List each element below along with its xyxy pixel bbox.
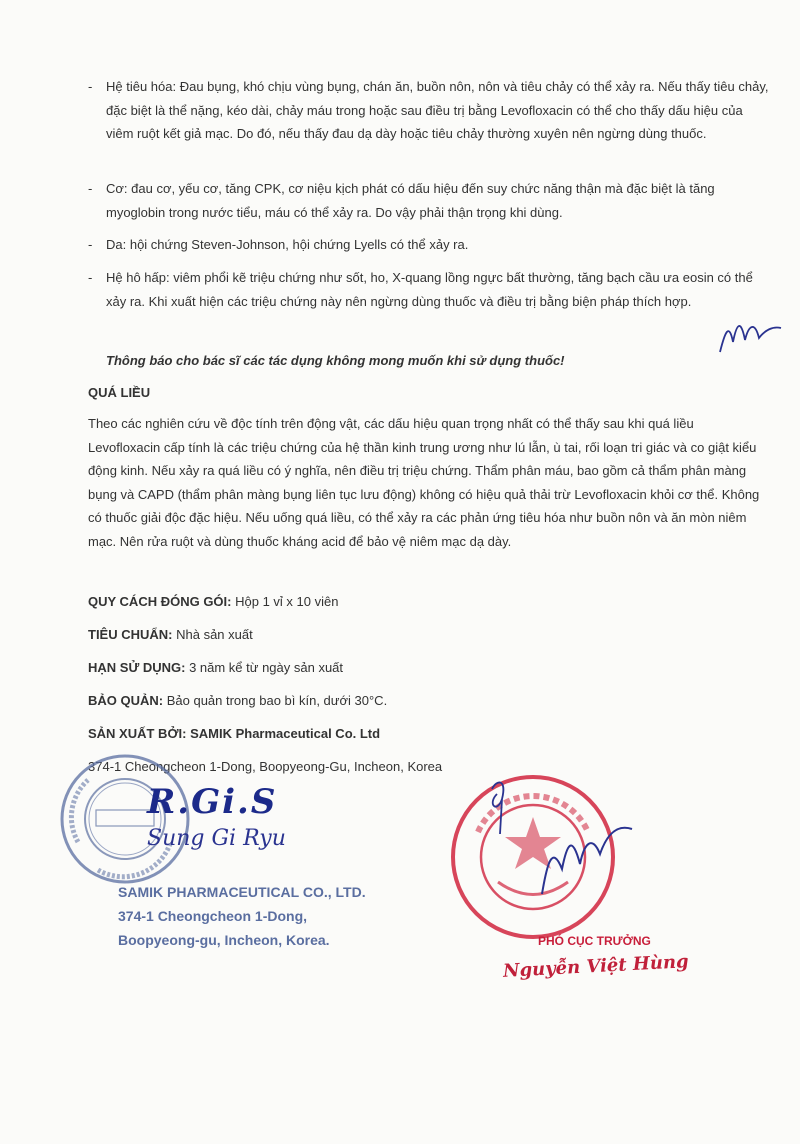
official-title: PHÓ CỤC TRƯỞNG bbox=[538, 934, 651, 948]
spec-value: Nhà sản xuất bbox=[172, 627, 253, 642]
bullet-text: Da: hội chứng Steven-Johnson, hội chứng Lyells có thể xảy ra. bbox=[106, 237, 469, 252]
spec-label: BẢO QUẢN: bbox=[88, 693, 164, 708]
signature-initials: R.Gi.S bbox=[147, 782, 278, 822]
bullet-text: Hệ hô hấp: viêm phổi kẽ triệu chứng như sốt, ho, X-quang lồng ngực bất thường, tăng bạch cầu ưa eosin có thể xảy ra. Khi xuất hiện các triệu chứng này nên ngừng dùng thuốc và điều trị bằng biện pháp thích hợp. bbox=[106, 270, 753, 309]
spec-manufacturer bbox=[88, 722, 380, 746]
signature-name: Sung Gi Ryu bbox=[147, 826, 286, 851]
company-address-stamp bbox=[118, 880, 366, 952]
spec-storage bbox=[88, 689, 387, 713]
spec-packaging bbox=[88, 590, 338, 614]
warning-notice: Thông báo cho bác sĩ các tác dụng không mong muốn khi sử dụng thuốc! bbox=[106, 353, 565, 368]
bullet-text: Cơ: đau cơ, yếu cơ, tăng CPK, cơ niệu kịch phát có dấu hiệu đến suy chức năng thận mà đặc biệt là tăng myoglobin trong nước tiểu, máu có thể xảy ra. Do vậy phải thận trọng khi dùng. bbox=[106, 181, 715, 220]
margin-initial-signature bbox=[715, 312, 785, 362]
official-signature bbox=[472, 774, 642, 904]
spec-value: 3 năm kể từ ngày sản xuất bbox=[185, 660, 344, 675]
company-stamp-line: Boopyeong-gu, Incheon, Korea. bbox=[118, 932, 330, 948]
spec-label: SẢN XUẤT BỞI: SAMIK Pharmaceutical Co. Ltd bbox=[88, 726, 381, 741]
bullet-dash: - bbox=[88, 270, 93, 285]
bullet-muscle bbox=[88, 177, 773, 224]
overdose-paragraph: Theo các nghiên cứu về độc tính trên động vật, các dấu hiệu quan trọng nhất có thể thấy sau khi quá liều Levofloxacin cấp tính là các triệu chứng của hệ thần kinh trung ương như lú lẫn, ù tai, rối loạn tri giác và co giật kiểu động kinh. Nếu xảy ra quá liều có ý nghĩa, nên điều trị triệu chứng. Thẩm phân máu, bao gồm cả thẩm phân màng bụng và CAPD (thẩm phân màng bụng liên tục lưu động) không có hiệu quả thải trừ Levofloxacin khỏi cơ thể. Không có thuốc giải độc đặc hiệu. Nếu uống quá liều, có thể xảy ra các phản ứng tiêu hóa như buồn nôn và ăn mòn niêm mạc. Nên rửa ruột và dùng thuốc kháng acid để bảo vệ niêm mạc dạ dày. bbox=[88, 416, 760, 549]
spec-label: QUY CÁCH ĐÓNG GÓI: bbox=[88, 594, 232, 609]
spec-value: Bảo quản trong bao bì kín, dưới 30°C. bbox=[163, 693, 388, 708]
bullet-skin bbox=[88, 233, 773, 257]
bullet-digestive bbox=[88, 75, 773, 146]
bullet-respiratory bbox=[88, 266, 773, 313]
spec-label: TIÊU CHUẨN: bbox=[88, 627, 173, 642]
official-name: Nguyễn Việt Hùng bbox=[502, 951, 690, 982]
manufacturer-address: 374-1 Cheongcheon 1-Dong, Boopyeong-Gu, Incheon, Korea bbox=[88, 759, 443, 774]
company-stamp-line: SAMIK PHARMACEUTICAL CO., LTD. bbox=[118, 884, 366, 900]
bullet-dash: - bbox=[88, 79, 93, 94]
spec-label: HẠN SỬ DỤNG: bbox=[88, 660, 186, 675]
company-stamp-line: 374-1 Cheongcheon 1-Dong, bbox=[118, 908, 308, 924]
bullet-dash: - bbox=[88, 237, 93, 252]
bullet-text: Hệ tiêu hóa: Đau bụng, khó chịu vùng bụng, chán ăn, buồn nôn, nôn và tiêu chảy có thể xảy ra. Nếu thấy tiêu chảy, đặc biệt là thể nặng, kéo dài, chảy máu trong hoặc sau điều trị bằng Levofloxacin có thể cho thấy dấu hiệu của viêm ruột kết giả mạc. Do đó, nếu thấy đau dạ dày hoặc tiêu chảy thường xuyên nên ngừng dùng thuốc. bbox=[106, 79, 769, 141]
overdose-heading: QUÁ LIỀU bbox=[88, 385, 151, 400]
bullet-dash: - bbox=[88, 181, 93, 196]
spec-shelf-life bbox=[88, 656, 343, 680]
spec-value: Hộp 1 vỉ x 10 viên bbox=[231, 594, 339, 609]
spec-standard bbox=[88, 623, 253, 647]
